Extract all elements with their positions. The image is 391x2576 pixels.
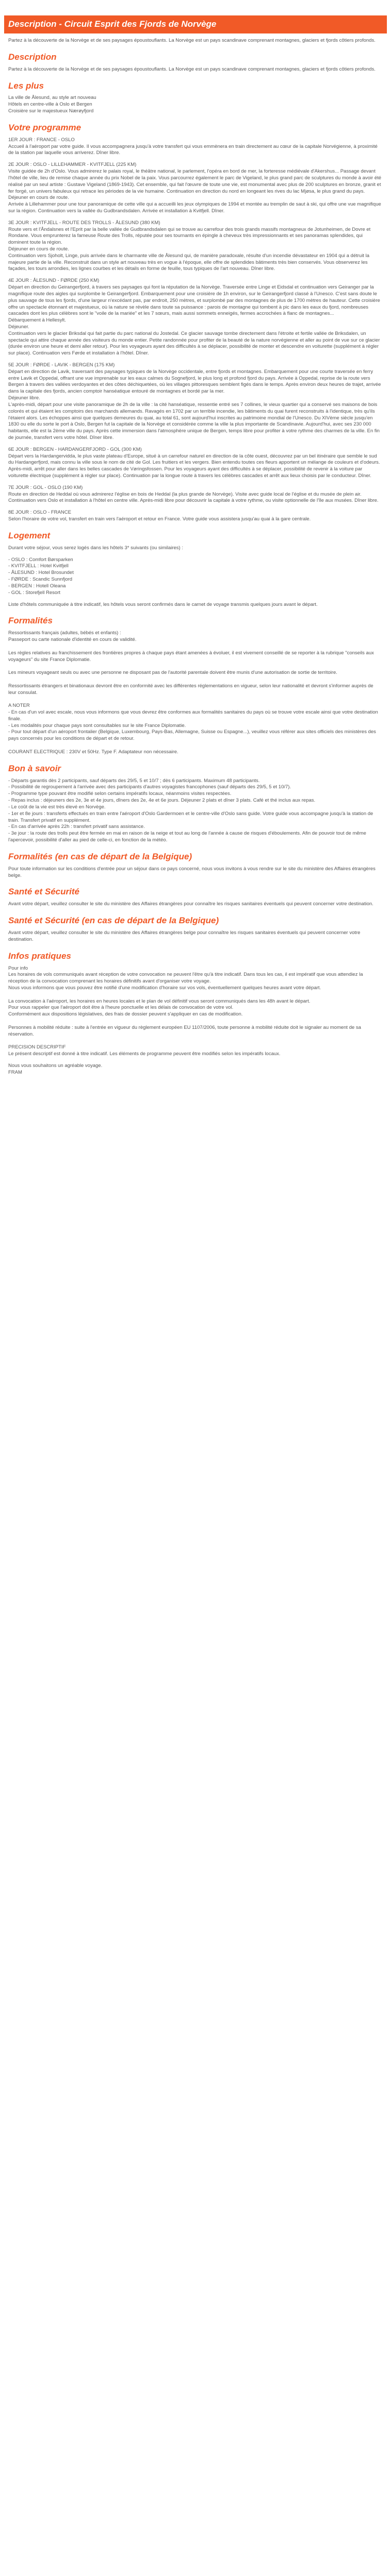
program-day xyxy=(8,220,383,273)
lodging-note: Liste d'hôtels communiquée à titre indicatif, les hôtels vous seront confirmés dans le carnet de voyage transmis quelques jours avant le départ. xyxy=(8,601,318,607)
day-heading: 5E JOUR : FØRDE - LAVIK - BERGEN (175 KM) xyxy=(8,362,115,368)
closing-text: Nous vous souhaitons un agréable voyage. FRAM xyxy=(8,1062,103,1075)
day-heading: 2E JOUR : OSLO - LILLEHAMMER - KVITFJELL (225 KM) xyxy=(8,162,137,168)
day-description: Départ en direction de Lavik, traversant des paysages typiques de la Norvège occidentale, entre fjords et montagnes. Embarquement pour une courte traversée en ferry entre Lavik et Oppedal, offrant une vue imprenable sur les eaux calmes du Sognefjord, le plus long et profond fjord du pays. Arrivée à Oppedal, reprise de la route vers Bergen à travers des vallées verdoyantes et des côtes déchiquetées, où les villages pittoresques semblent figés dans le temps. Après environ deux heures de trajet, arrivée dans la capitale des fjords, ancien comptoir hanséatique entouré de montagnes et bordé par la mer. Déjeuner libre. L'après-midi, départ pour une visite panoramique de 2h de la ville : la cité hanséatique, ressentie entré ses 7 collines, le vieux quartier qui a conservé ses maisons de bois colorés et qui étaient les comptoirs des marchands allemands. Ravagés en 1702 par un terrible incendie, les bâtiments du quai furent reconstruits à l'identique, très qu'ils l'étaient alors. Les échoppes ainsi que quelques demeures du quai, au total 61, sont aujourd'hui inscrites au patrimoine mondial de l'Unesco. Du XIVème siècle jusqu'en 1830 ou elle du sorte le port à Oslo, Bergen fut la capitale de la Norvège et considérée comme la ville la plus importante de Scandinavie. Aujourd'hui, avec ses 230 000 habitants, elle est la 2ème ville du pays. Après cette immersion dans l'atmosphère unique de Bergen, temps libre pour profiter à votre rythme des charmes de la ville. En fin de journée, transfert vers votre hôtel. Dîner libre. xyxy=(8,368,381,440)
day-heading: 7E JOUR : GOL - OSLO (190 KM) xyxy=(8,484,83,490)
highlight-item: La ville de Ålesund, au style art nouveau xyxy=(8,95,96,101)
health-text: Avant votre départ, veuillez consulter le site du ministère des Affaires étrangères pour connaître les risques sanitaires éventuels qui peuvent concerner votre destination. xyxy=(8,901,373,907)
program-heading: Votre programme xyxy=(8,122,82,132)
program-day xyxy=(8,137,383,157)
program-day xyxy=(8,278,383,357)
health-belgium-text: Avant votre départ, veuillez consulter le site du ministère des Affaires étrangères belge pour connaître les risques sanitaires éventuels qui peuvent concerner votre destination. xyxy=(8,930,361,942)
hotel-item: - OSLO : Comfort Børsparken xyxy=(8,556,73,563)
program-day xyxy=(8,447,383,480)
lodging-intro: Durant votre séjour, vous serez logés dans les hôtels 3* suivants (ou similaires) : xyxy=(8,545,183,551)
hotel-item: - KVITFJELL : Hotel Kvitfjell xyxy=(8,563,69,569)
description-text: Partez à la découverte de la Norvège et de ses paysages époustouflants. La Norvège est un pays scandinave comprenant montagnes, glaciers et fjords côtiers profonds. xyxy=(8,66,376,72)
day-description: Départ en direction du Geirangerfjord, à travers ses paysages qui font la réputation de la Norvège. Traversée entre Linge et Eidsdal et continuation vers Geiranger par la magnifique route des aigles qui surplombe le Geirangerfjord. Embarquement pour une croisière de 1h environ, sur le Geirangerfjord classé à l'Unesco. C'est sans doute le plus sauvage de tous les fjords, d'une largeur n'excédant pas, par endroit, 250 mètres, et surplombé par des montagnes de plus de 1700 mètres de hauteur. Cette croisière offre un spectacle étonnant et majestueux, où la nature se révèle dans toute sa puissance : parois de montagne qui tombent à pic dans les eaux du fjord, nombreuses cascades dont les plus célèbres sont le "voile de la mariée" et les 7 sœurs, mais aussi sommets enneigés, fermes accrochées à flanc de montagnes... Débarquement à Hellesylt. Déjeuner. Continuation vers le glacier Briksdal qui fait partie du parc national du Jostedal. Ce glacier sauvage tombe directement dans l'étroite et fertile vallée de Briksdalen, un spectacle qui attire chaque année des visiteurs du monde entier. Petite randonnée pour profiter de la beauté de la nature norvégienne et aller au point de vue sur ce glacier (durée environ une heure et demi aller retour). Pour les voyageurs ayant des difficultés à se déplacer, possibilité de monter et descendre en voiturette (supplément à régler sur place). Continuation vers Førde et installation à l'hôtel. Dîner. xyxy=(8,284,380,357)
day-heading: 4E JOUR : ÅLESUND - FØRDE (250 KM) xyxy=(8,278,100,284)
program-day xyxy=(8,162,383,215)
program-day xyxy=(8,485,383,504)
practical-info-text: Pour info Les horaires de vols communiqués avant réception de votre convocation ne peuvent l'être qu'à titre indicatif. Dans tous les cas, il est impératif que vous attendiez la réception de la convocation comprenant les horaires définitifs avant d'organiser votre voyage. Nous vous informons que vous pouvez être notifié d'une modification d'horaire sur vos vols, éventuellement quelques heures avant votre départ. La convocation à l'aéroport, les horaires en heures locales et le plan de vol définitif vous seront communiqués dans les 48h avant le départ. Pour vous rappeler que l'aéroport doit être à l'heure ponctuelle et les délais de convocation de votre vol. Conformément aux dispositions législatives, des frais de dossier peuvent s'appliquer en cas de modification. Personnes à mobilité réduite : suite à l'entrée en vigueur du règlement européen EU 1107/2006, toute personne à mobilité réduite doit le signaler au moment de sa réservation. PRECISION DESCRIPTIF Le présent descriptif est donné à titre indicatif. Les éléments de programme peuvent être modifiés selon les impératifs locaux. xyxy=(8,965,363,1057)
good-to-know-heading: Bon à savoir xyxy=(8,763,61,773)
health-belgium-heading: Santé et Sécurité (en cas de départ de la Belgique) xyxy=(8,916,219,926)
highlights-heading: Les plus xyxy=(8,80,44,91)
formalities-belgium-text: Pour toute information sur les conditions d'entrée pour un séjour dans ce pays concerné, nous vous invitons à vous rendre sur le site du ministère des Affaires étrangères belge. xyxy=(8,866,376,878)
intro-text: Partez à la découverte de la Norvège et de ses paysages époustouflants. La Norvège est un pays scandinave comprenant montagnes, glaciers et fjords côtiers profonds. xyxy=(8,37,376,43)
day-description: Route vers et l'Åndalsnes et l'Eprit par la belle vallée de Gudbrandsdalen qui se trouve au carrefour des trois grands massifs montagneux de Jotunheimen, de Dovre et Rondane. Vous emprunterez la fameuse Route des Trolls, réputée pour ses tournants en épingle à cheveux très impressionnants et ses panoramas splendides, qui dominent toute la région. Déjeuner en cours de route. Continuation vers Sjoholt, Linge, puis arrivée dans le charmante ville de Ålesund qui, de manière paradoxale, résulte d'un incendie dévastateur en 1904 qui a détruit la majeure partie de la ville. Reconstruit dans un style art nouveau très en vogue à l'époque, elle offre de splendides bâtiments très bien conservés. Vous observerez les façades, les tours arrondies, les lignes courbes et les détails en forme de feuille, tous typiques de l'art nouveau. Dîner libre. xyxy=(8,226,371,272)
description-heading: Description xyxy=(8,52,57,62)
good-to-know-text: - Départs garantis dès 2 participants, sauf départs des 29/5, 5 et 10/7 ; dès 6 participants. Maximum 48 participants. - Possibilité de regroupement à l'arrivée avec des participants d'autres voyagistes francophones (sauf départs des 29/5, 5 et 10/7). - Programme type pouvant être modifié selon certains impératifs locaux, néanmoins visites respectées. - Repas inclus : déjeuners des 2e, 3e et 4e jours, dîners des 2e, 4e et 6e jours. Déjeuner 2 plats et dîner 3 plats. Café et thé inclus aux repas. - Le coût de la vie est très élevé en Norvège. - 1er et 8e jours : transferts effectués en train entre l'aéroport d'Oslo Gardermoen et le centre-ville d'Oslo sans guide. Votre guide vous accompagne jusqu'à la station de train. Transfert privatif en supplément. - En cas d'arrivée après 22h : transfert privatif sans assistance. - 3e jour : la route des trolls peut être fermée en mai en raison de la neige et tout au long de l'année à cause de risques d'éboulements. Afin de pouvoir tout de même l'apercevoir, possibilité d'aller au pied de celle-ci, en fonction de la météo. xyxy=(8,777,373,843)
practical-info-heading: Infos pratiques xyxy=(8,951,71,961)
health-heading: Santé et Sécurité xyxy=(8,887,79,897)
hotel-item: - ÅLESUND : Hotel Brosundet xyxy=(8,570,74,576)
page-title-banner: Description - Circuit Esprit des Fjords de Norvège xyxy=(4,15,387,33)
highlight-item: Hôtels en centre-ville à Oslo et Bergen xyxy=(8,101,92,108)
program-day xyxy=(8,510,383,523)
lodging-heading: Logement xyxy=(8,530,51,540)
day-heading: 3E JOUR : KVITFJELL - ROUTE DES TROLLS - ÅLESUND (380 KM) xyxy=(8,219,160,226)
formalities-belgium-heading: Formalités (en cas de départ de la Belgique) xyxy=(8,851,192,861)
highlights-list xyxy=(8,95,383,114)
day-heading: 1ER JOUR : FRANCE - OSLO xyxy=(8,137,75,143)
day-description: Accueil à l'aéroport par votre guide. Il vous accompagnera jusqu'à votre transfert qui vous emmènera en train directement au cœur de la capitale Norvégienne, à proximité de la station par laquelle vous arriverez. Dîner libre. xyxy=(8,143,378,156)
hotel-item: - BERGEN : Hotell Oleana xyxy=(8,583,66,589)
program-days xyxy=(8,137,383,523)
day-description: Visite guidée de 2h d'Oslo. Vous admirerez le palais royal, le théâtre national, le parlement, l'opéra en bord de mer, la forteresse médiévale d'Akershus... Passage devant l'hôtel de ville, lieu de remise chaque année du prix Nobel de la paix. Vous parcourrez également le parc de Vigeland, le plus grand parc de sculptures du monde à avoir été réalisé par un seul artiste : Gustave Vigeland (1869-1943). Cet ensemble, qui fait l'œuvre de toute une vie, est monumental avec plus de 200 sculptures en bronze, granit et fer forgé, un univers fabuleux qui retrace les périodes de la vie humaine. Continuation en direction du nord en longeant les rives du lac Mjøsa, le plus grand du pays. Déjeuner en cours de route. Arrivée à Lillehammer pour une tour panoramique de cette ville qui a accueilli les jeux olympiques de 1994 et montée au tremplin de saut à ski, qui offre une vue magnifique sur la région. Continuation vers la vallée du Gudbrandsdalen. Arrivée et installation à Kvitfjell. Dîner. xyxy=(8,168,382,214)
day-description: Départ vers la Hardangervidda, le plus vaste plateau d'Europe, situé à un carrefour naturel en direction de la côte ouest, découvrez par un bel itinéraire que semble le sud du Hardangerfjord, mais connu la ville sous le nom de cité de Gol. Les fruitiers et les vergers. Bien entendu toutes ces fleurs apportent un mélange de couleurs et d'odeurs. Après-midi, arrêt pour aller dans les belles cascades de Vøringsfossen. Pour les voyageurs ayant des difficultés à se déplacer, possibilité de revenir à la voiture par voiturette électrique (supplément à régler sur place). Continuation par la longue route à travers les célèbres cascades et arrêt aux lieux choisis par le conducteur. Dîner. xyxy=(8,453,380,479)
hotel-item: - GOL : Storefjell Resort xyxy=(8,589,61,596)
hotel-list xyxy=(8,557,383,597)
formalities-heading: Formalités xyxy=(8,616,53,626)
day-heading: 6E JOUR : BERGEN - HARDANGERFJORD - GOL (300 KM) xyxy=(8,446,142,452)
day-description: Route en direction de Heddal où vous admirerez l'église en bois de Heddal (la plus grande de Norvège). Visite avec guide local de l'église et du musée de plein air. Continuation vers Oslo et installation à l'hôtel en centre ville. Après-midi libre pour découvrir la capitale à votre rythme, ou visite optionnelle de l'île aux musées. Dîner libre. xyxy=(8,491,379,504)
program-day xyxy=(8,362,383,442)
hotel-item: - FØRDE : Scandic Sunnfjord xyxy=(8,577,73,583)
highlight-item: Croisière sur le majestueux Nærøyfjord xyxy=(8,108,94,114)
day-description: Selon l'horaire de votre vol, transfert en train vers l'aéroport et retour en France. Votre guide vous assistera jusqu'au quai à la gare centrale. xyxy=(8,516,311,522)
day-heading: 8E JOUR : OSLO - FRANCE xyxy=(8,510,71,516)
formalities-text: Ressortissants français (adultes, bébés et enfants) : Passeport ou carte nationale d'identité en cours de validité. Les règles relatives au franchissement des frontières propres à chaque pays étant amenées à évoluer, il est vivement conseillé de se reporter à la rubrique "conseils aux voyageurs" du site France Diplomatie. Les mineurs voyageant seuls ou avec une personne ne disposant pas de l'autorité parentale doivent être munis d'une autorisation de sortie de territoire. Ressortissants étrangers et binationaux devront être en conformité avec les différentes réglementations en vigueur, selon leur nationalité et devront s'informer auprès de leur consulat. A NOTER - En cas d'un vol avec escale, nous vous informons que vous devrez être conformes aux formalités sanitaires du pays où se trouve votre escale ainsi que votre destination finale. - Les modalités pour chaque pays sont consultables sur le site France Diplomatie. - Pour tout départ d'un aéroport frontalier (Belgique, Luxembourg, Pays-Bas, Allemagne, Suisse ou Espagne...), veuillez vous référer aux sites officiels des ministères des pays concernés pour les conditions de départ et de retour. COURANT ELECTRIQUE : 230V et 50Hz. Type F. Adaptateur non nécessaire. xyxy=(8,630,378,755)
